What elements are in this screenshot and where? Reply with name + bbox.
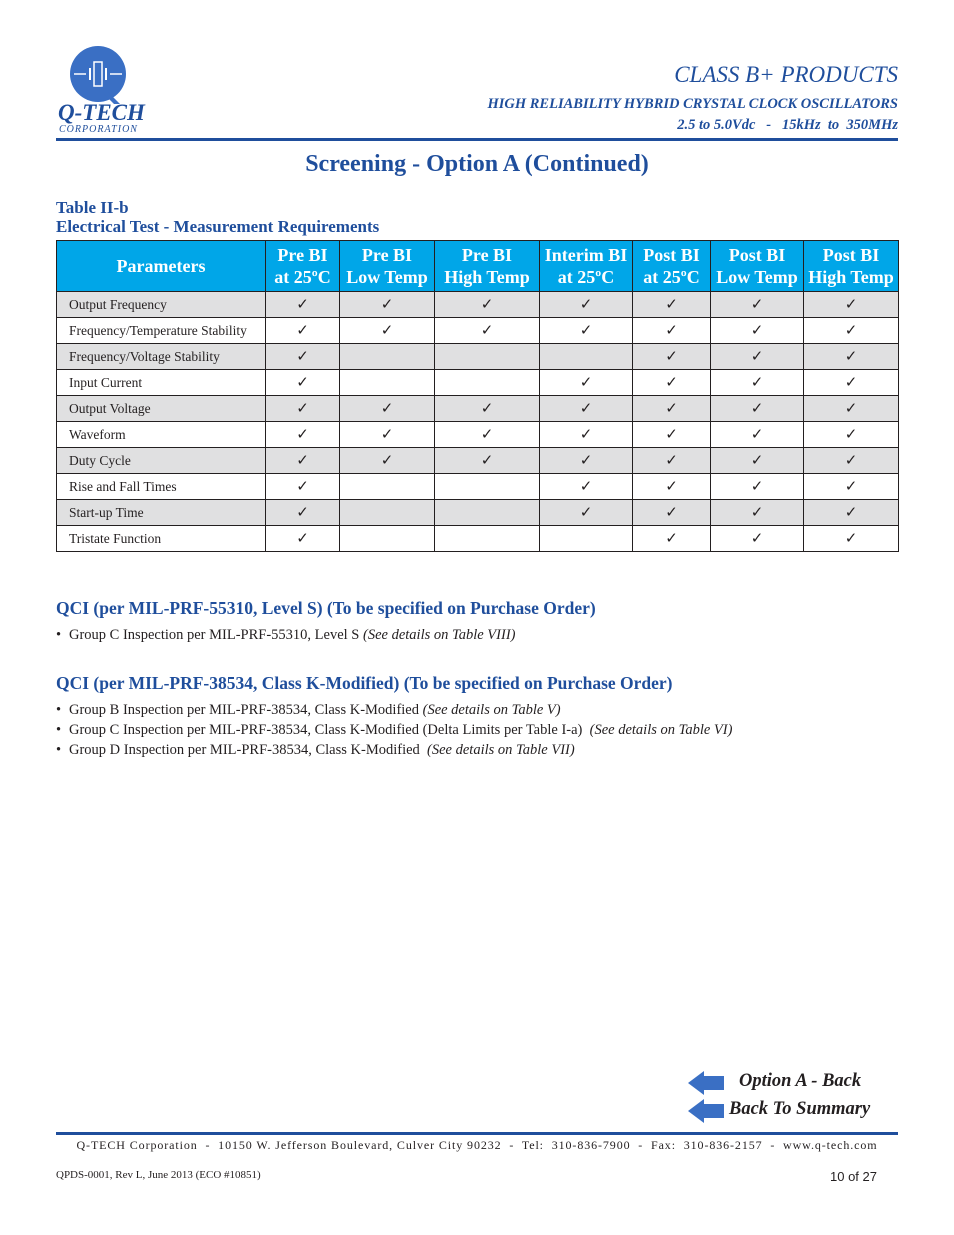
parameter-cell: Input Current	[57, 370, 266, 396]
check-cell: ✓	[633, 370, 711, 396]
check-cell: ✓	[340, 448, 435, 474]
table-row	[57, 292, 899, 318]
column-header: Pre BI at 25ºC	[266, 241, 340, 292]
parameter-cell: Rise and Fall Times	[57, 474, 266, 500]
check-cell: ✓	[540, 422, 633, 448]
header-title: CLASS B+ PRODUCTS	[674, 62, 898, 87]
table-row	[57, 370, 899, 396]
table-label: Table II-b	[56, 198, 129, 217]
check-cell: ✓	[804, 318, 899, 344]
check-cell: ✓	[633, 448, 711, 474]
check-cell	[540, 526, 633, 552]
check-cell: ✓	[804, 292, 899, 318]
check-cell: ✓	[804, 396, 899, 422]
check-cell: ✓	[340, 422, 435, 448]
check-cell: ✓	[266, 500, 340, 526]
check-cell: ✓	[711, 526, 804, 552]
check-cell: ✓	[804, 526, 899, 552]
table-row	[57, 318, 899, 344]
check-cell	[340, 474, 435, 500]
check-cell	[435, 500, 540, 526]
arrow-left-icon	[688, 1070, 724, 1096]
check-cell: ✓	[435, 448, 540, 474]
list-item: • Group B Inspection per MIL-PRF-38534, Class K-Modified (See details on Table V)	[56, 702, 561, 718]
header-divider	[56, 138, 898, 141]
column-header-parameters: Parameters	[57, 241, 266, 292]
page-title: Screening - Option A (Continued)	[305, 151, 649, 177]
table-row	[57, 422, 899, 448]
parameter-cell: Frequency/Temperature Stability	[57, 318, 266, 344]
header-subtitle: HIGH RELIABILITY HYBRID CRYSTAL CLOCK OSCILLATORS	[487, 96, 898, 112]
check-cell	[340, 526, 435, 552]
table-row	[57, 526, 899, 552]
option-a-back-label: Option A - Back	[739, 1071, 862, 1091]
list-item: • Group C Inspection per MIL-PRF-38534, Class K-Modified (Delta Limits per Table I-a) (See details on Table VI)	[56, 722, 733, 738]
check-cell: ✓	[340, 292, 435, 318]
check-cell: ✓	[711, 344, 804, 370]
check-cell: ✓	[540, 370, 633, 396]
check-cell: ✓	[633, 474, 711, 500]
check-cell: ✓	[266, 448, 340, 474]
check-cell: ✓	[266, 318, 340, 344]
check-cell: ✓	[266, 344, 340, 370]
parameter-cell: Waveform	[57, 422, 266, 448]
check-cell: ✓	[633, 526, 711, 552]
measurement-table	[56, 240, 899, 552]
check-cell: ✓	[711, 422, 804, 448]
check-cell: ✓	[266, 526, 340, 552]
parameter-cell: Duty Cycle	[57, 448, 266, 474]
check-cell: ✓	[804, 474, 899, 500]
check-cell: ✓	[435, 396, 540, 422]
check-cell	[435, 474, 540, 500]
table-header-row	[57, 241, 899, 292]
option-a-back-link[interactable]	[688, 1070, 888, 1096]
footer-address: Q-TECH Corporation - 10150 W. Jefferson Boulevard, Culver City 90232 - Tel: 310-836-7900 - Fax: 310-836-2157 - www.q-tech.com	[76, 1138, 878, 1152]
column-header: Post BI at 25ºC	[633, 241, 711, 292]
parameter-cell: Tristate Function	[57, 526, 266, 552]
table-row	[57, 448, 899, 474]
column-header: Interim BI at 25ºC	[540, 241, 633, 292]
check-cell: ✓	[266, 474, 340, 500]
check-cell: ✓	[711, 292, 804, 318]
page-number: 10 of 27	[830, 1169, 877, 1184]
logo-name: Q-TECH	[58, 100, 145, 125]
table-row	[57, 396, 899, 422]
check-cell: ✓	[711, 500, 804, 526]
check-cell: ✓	[804, 500, 899, 526]
check-cell	[435, 370, 540, 396]
qci-55310-heading: QCI (per MIL-PRF-55310, Level S) (To be specified on Purchase Order)	[56, 598, 596, 618]
check-cell: ✓	[804, 370, 899, 396]
check-cell	[540, 344, 633, 370]
parameter-cell: Output Frequency	[57, 292, 266, 318]
check-cell: ✓	[435, 292, 540, 318]
list-item: • Group C Inspection per MIL-PRF-55310, Level S (See details on Table VIII)	[56, 627, 516, 643]
table-row	[57, 474, 899, 500]
back-to-summary-link[interactable]	[688, 1098, 888, 1124]
list-item: • Group D Inspection per MIL-PRF-38534, Class K-Modified (See details on Table VII)	[56, 742, 575, 758]
check-cell: ✓	[633, 422, 711, 448]
check-cell: ✓	[711, 396, 804, 422]
check-cell: ✓	[435, 318, 540, 344]
check-cell: ✓	[340, 318, 435, 344]
check-cell: ✓	[633, 344, 711, 370]
table-row	[57, 500, 899, 526]
check-cell: ✓	[540, 500, 633, 526]
check-cell: ✓	[540, 448, 633, 474]
footer-divider	[56, 1132, 898, 1135]
check-cell: ✓	[435, 422, 540, 448]
check-cell: ✓	[711, 448, 804, 474]
header-range: 2.5 to 5.0Vdc - 15kHz to 350MHz	[677, 117, 898, 133]
parameter-cell: Start-up Time	[57, 500, 266, 526]
column-header: Post BI High Temp	[804, 241, 899, 292]
check-cell: ✓	[804, 448, 899, 474]
check-cell: ✓	[711, 370, 804, 396]
logo-corporation: CORPORATION	[59, 124, 138, 135]
q-tech-logo-icon	[68, 44, 128, 104]
check-cell: ✓	[266, 292, 340, 318]
parameter-cell: Frequency/Voltage Stability	[57, 344, 266, 370]
check-cell	[340, 370, 435, 396]
check-cell: ✓	[266, 422, 340, 448]
parameter-cell: Output Voltage	[57, 396, 266, 422]
table-row	[57, 344, 899, 370]
table-caption: Electrical Test - Measurement Requirements	[56, 217, 380, 236]
check-cell	[340, 344, 435, 370]
arrow-left-icon	[688, 1098, 724, 1124]
check-cell: ✓	[804, 344, 899, 370]
check-cell: ✓	[340, 396, 435, 422]
check-cell: ✓	[633, 500, 711, 526]
back-to-summary-label: Back To Summary	[729, 1099, 871, 1119]
check-cell: ✓	[266, 370, 340, 396]
check-cell	[435, 344, 540, 370]
check-cell: ✓	[540, 292, 633, 318]
check-cell: ✓	[540, 474, 633, 500]
document-id: QPDS-0001, Rev L, June 2013 (ECO #10851)	[56, 1169, 261, 1181]
company-logo	[56, 44, 146, 140]
check-cell: ✓	[540, 318, 633, 344]
check-cell: ✓	[711, 318, 804, 344]
column-header: Pre BI Low Temp	[340, 241, 435, 292]
check-cell: ✓	[633, 318, 711, 344]
check-cell: ✓	[633, 396, 711, 422]
column-header: Pre BI High Temp	[435, 241, 540, 292]
check-cell: ✓	[633, 292, 711, 318]
check-cell: ✓	[266, 396, 340, 422]
check-cell	[340, 500, 435, 526]
check-cell	[435, 526, 540, 552]
column-header: Post BI Low Temp	[711, 241, 804, 292]
check-cell: ✓	[540, 396, 633, 422]
qci-38534-heading: QCI (per MIL-PRF-38534, Class K-Modified) (To be specified on Purchase Order)	[56, 673, 673, 693]
check-cell: ✓	[804, 422, 899, 448]
check-cell: ✓	[711, 474, 804, 500]
